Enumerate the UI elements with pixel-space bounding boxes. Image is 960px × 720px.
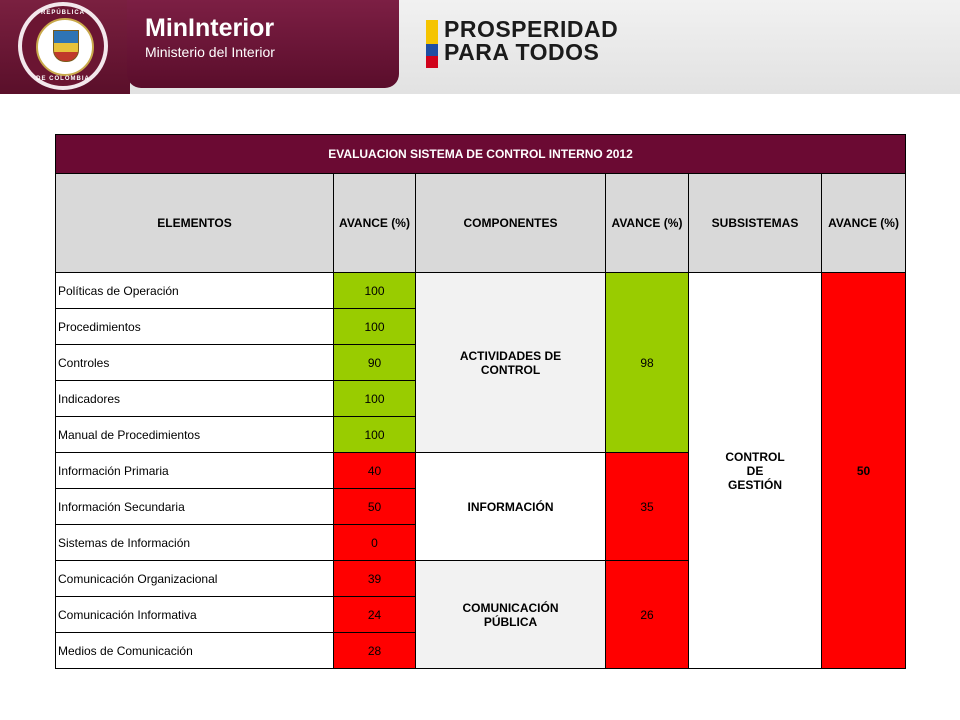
subsystem-line-3: GESTIÓN: [727, 477, 782, 492]
element-value: 24: [334, 597, 416, 633]
flag-icon: [426, 20, 438, 68]
element-value: 0: [334, 525, 416, 561]
element-name: Manual de Procedimientos: [56, 417, 334, 453]
shield-icon: [53, 30, 79, 62]
element-name: Medios de Comunicación: [56, 633, 334, 669]
table-header-row: [56, 174, 906, 273]
component-label: ACTIVIDADES DE CONTROL: [459, 348, 562, 377]
element-value: 90: [334, 345, 416, 381]
element-name: Comunicación Informativa: [56, 597, 334, 633]
seal-top-text: REPÚBLICA: [40, 10, 85, 16]
slogan-logo: [444, 18, 618, 64]
component-name: [416, 273, 606, 453]
element-value: 100: [334, 417, 416, 453]
header-subsistemas: SUBSISTEMAS: [689, 174, 822, 273]
mininterior-brand: [127, 0, 399, 88]
brand-subtitle: Ministerio del Interior: [145, 44, 275, 60]
header-avance-componentes: AVANCE (%): [606, 174, 689, 273]
component-value: 26: [606, 561, 689, 669]
element-value: 100: [334, 381, 416, 417]
component-value: 35: [606, 453, 689, 561]
table-title: EVALUACION SISTEMA DE CONTROL INTERNO 2012: [56, 135, 906, 174]
subsystem-name: [689, 273, 822, 669]
component-label: COMUNICACIÓN PÚBLICA: [462, 600, 559, 629]
colombia-seal-logo: [18, 2, 108, 90]
element-name: Políticas de Operación: [56, 273, 334, 309]
table-row: [56, 273, 906, 309]
header-componentes: COMPONENTES: [416, 174, 606, 273]
element-value: 39: [334, 561, 416, 597]
element-name: Indicadores: [56, 381, 334, 417]
component-name: INFORMACIÓN: [416, 453, 606, 561]
element-name: Controles: [56, 345, 334, 381]
slogan-line-2: PARA TODOS: [444, 39, 600, 65]
element-name: Procedimientos: [56, 309, 334, 345]
subsystem-line-2: DE: [746, 463, 764, 478]
subsystem-value: 50: [822, 273, 906, 669]
element-value: 50: [334, 489, 416, 525]
element-value: 40: [334, 453, 416, 489]
header-avance-elementos: AVANCE (%): [334, 174, 416, 273]
element-name: Información Primaria: [56, 453, 334, 489]
element-value: 100: [334, 273, 416, 309]
component-value: 98: [606, 273, 689, 453]
header-banner: [0, 0, 960, 94]
seal-bottom-text: DE COLOMBIA: [36, 76, 90, 82]
element-value: 28: [334, 633, 416, 669]
evaluation-table: [55, 134, 906, 669]
header-avance-subsistemas: AVANCE (%): [822, 174, 906, 273]
seal-emblem: [36, 18, 94, 76]
slogan-line-1: PROSPERIDAD: [444, 16, 619, 42]
component-name: [416, 561, 606, 669]
header-elementos: ELEMENTOS: [56, 174, 334, 273]
subsystem-line-1: CONTROL: [725, 449, 785, 464]
element-name: Información Secundaria: [56, 489, 334, 525]
element-name: Comunicación Organizacional: [56, 561, 334, 597]
element-name: Sistemas de Información: [56, 525, 334, 561]
brand-title: MinInterior: [145, 14, 275, 42]
element-value: 100: [334, 309, 416, 345]
